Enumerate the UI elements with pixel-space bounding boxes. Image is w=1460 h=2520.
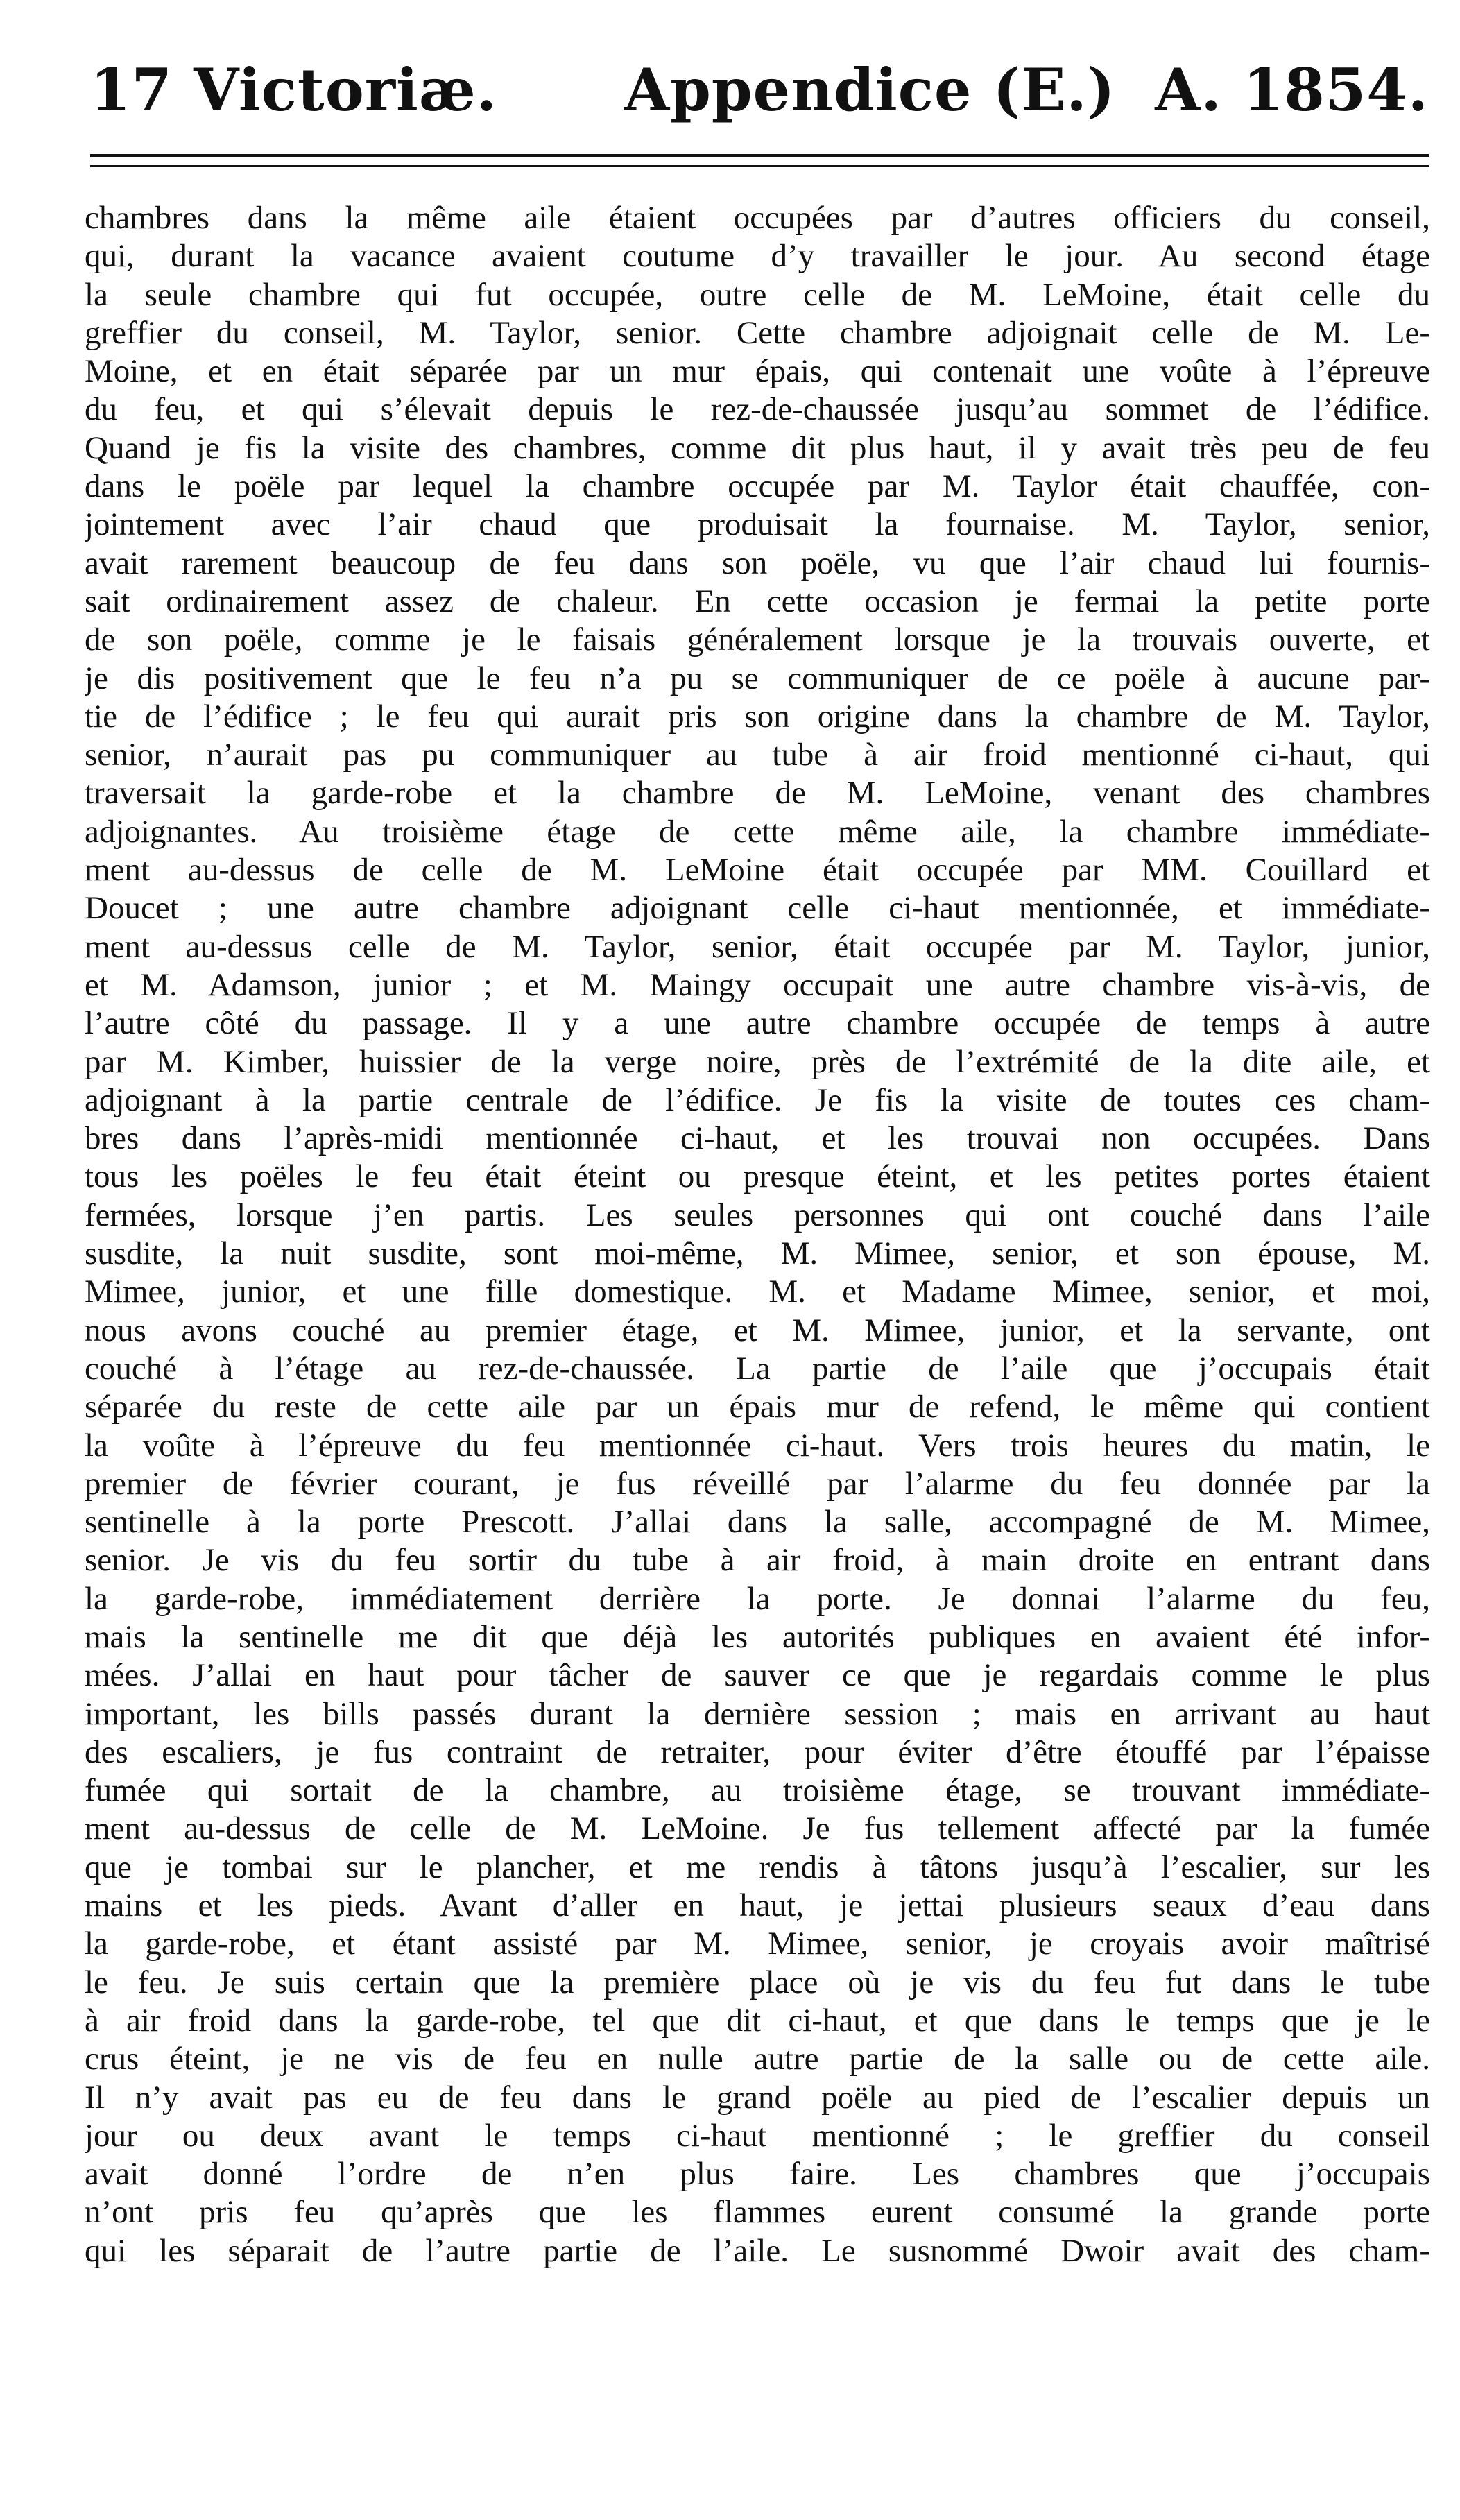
text-line: n’ont pris feu qu’après que les flammes eurent consumé la grande porte [85,2194,1430,2231]
text-line: à air froid dans la garde-robe, tel que dit ci-haut, et que dans le temps que je le [85,2002,1430,2039]
text-line: l’autre côté du passage. Il y a une autre chambre occupée de temps à autre [85,1005,1430,1042]
header-appendix-title: Appendice (E.) [624,55,1116,124]
header-rule-thick [90,154,1429,157]
text-line: le feu. Je suis certain que la première place où je vis du feu fut dans le tube [85,1964,1430,2000]
header-session: 17 Victoriæ. [90,55,498,124]
text-line: du feu, et qui s’élevait depuis le rez-de-chaussée jusqu’au sommet de l’édifice. [85,391,1430,428]
text-line: par M. Kimber, huissier de la verge noire, près de l’extrémité de la dite aile, et [85,1043,1430,1080]
text-line: ment au-dessus celle de M. Taylor, senior, était occupée par M. Taylor, junior, [85,928,1430,965]
running-header [90,42,1429,139]
text-line: la voûte à l’épreuve du feu mentionnée ci-haut. Vers trois heures du matin, le [85,1427,1430,1464]
text-line: la garde-robe, immédiatement derrière la porte. Je donnai l’alarme du feu, [85,1580,1430,1617]
text-line: ment au-dessus de celle de M. LeMoine était occupée par MM. Couillard et [85,852,1430,889]
text-line: important, les bills passés durant la dernière session ; mais en arrivant au haut [85,1695,1430,1732]
text-line: la garde-robe, et étant assisté par M. Mimee, senior, je croyais avoir maîtrisé [85,1926,1430,1962]
text-line: sait ordinairement assez de chaleur. En cette occasion je fermai la petite porte [85,583,1430,619]
text-line: séparée du reste de cette aile par un épais mur de refend, le même qui contient [85,1389,1430,1425]
text-line: Il n’y avait pas eu de feu dans le grand poële au pied de l’escalier depuis un [85,2079,1430,2116]
text-line: qui les séparait de l’autre partie de l’aile. Le susnommé Dwoir avait des cham- [85,2232,1430,2269]
text-line: crus éteint, je ne vis de feu en nulle autre partie de la salle ou de cette aile. [85,2041,1430,2077]
text-line: qui, durant la vacance avaient coutume d’y travailler le jour. Au second étage [85,238,1430,275]
text-line: que je tombai sur le plancher, et me rendis à tâtons jusqu’à l’escalier, sur les [85,1849,1430,1885]
text-line: susdite, la nuit susdite, sont moi-même, M. Mimee, senior, et son épouse, M. [85,1235,1430,1272]
text-line: tie de l’édifice ; le feu qui aurait pris son origine dans la chambre de M. Taylor, [85,698,1430,735]
text-line: adjoignantes. Au troisième étage de cette même aile, la chambre immédiate- [85,813,1430,850]
text-line: jour ou deux avant le temps ci-haut mentionné ; le greffier du conseil [85,2117,1430,2154]
text-line: des escaliers, je fus contraint de retraiter, pour éviter d’être étouffé par l’épaisse [85,1733,1430,1770]
text-line: jointement avec l’air chaud que produisait la fournaise. M. Taylor, senior, [85,506,1430,543]
text-line: fumée qui sortait de la chambre, au troisième étage, se trouvant immédiate- [85,1772,1430,1809]
text-line: et M. Adamson, junior ; et M. Maingy occupait une autre chambre vis-à-vis, de [85,966,1430,1003]
text-line: adjoignant à la partie centrale de l’édifice. Je fis la visite de toutes ces cham- [85,1081,1430,1118]
text-line: fermées, lorsque j’en partis. Les seules personnes qui ont couché dans l’aile [85,1197,1430,1233]
text-line: senior. Je vis du feu sortir du tube à air froid, à main droite en entrant dans [85,1542,1430,1579]
text-line: tous les poëles le feu était éteint ou presque éteint, et les petites portes étaient [85,1158,1430,1195]
text-line: sentinelle à la porte Prescott. J’allai dans la salle, accompagné de M. Mimee, [85,1504,1430,1541]
text-line: premier de février courant, je fus réveillé par l’alarme du feu donnée par la [85,1465,1430,1502]
text-line: chambres dans la même aile étaient occupées par d’autres officiers du conseil, [85,200,1430,236]
body-text [85,199,1430,2270]
text-line: Moine, et en était séparée par un mur épais, qui contenait une voûte à l’épreuve [85,353,1430,390]
text-line: greffier du conseil, M. Taylor, senior. Cette chambre adjoignait celle de M. Le- [85,314,1430,351]
text-line: traversait la garde-robe et la chambre de M. LeMoine, venant des chambres [85,775,1430,812]
text-line: senior, n’aurait pas pu communiquer au tube à air froid mentionné ci-haut, qui [85,737,1430,773]
text-line: avait donné l’ordre de n’en plus faire. Les chambres que j’occupais [85,2156,1430,2193]
text-line: couché à l’étage au rez-de-chaussée. La partie de l’aile que j’occupais était [85,1350,1430,1387]
text-line: ment au-dessus de celle de M. LeMoine. Je fus tellement affecté par la fumée [85,1810,1430,1847]
text-line: de son poële, comme je le faisais généralement lorsque je la trouvais ouverte, et [85,622,1430,658]
text-line: dans le poële par lequel la chambre occupée par M. Taylor était chauffée, con- [85,468,1430,505]
text-line: nous avons couché au premier étage, et M. Mimee, junior, et la servante, ont [85,1312,1430,1348]
text-line: bres dans l’après-midi mentionnée ci-haut, et les trouvai non occupées. Dans [85,1120,1430,1157]
text-line: avait rarement beaucoup de feu dans son poële, vu que l’air chaud lui fournis- [85,545,1430,581]
header-year: A. 1854. [1155,55,1429,124]
text-line: mais la sentinelle me dit que déjà les autorités publiques en avaient été infor- [85,1618,1430,1655]
text-line: Quand je fis la visite des chambres, comme dit plus haut, il y avait très peu de feu [85,429,1430,466]
text-line: mains et les pieds. Avant d’aller en haut, je jettai plusieurs seaux d’eau dans [85,1887,1430,1924]
header-rule-thin [90,165,1429,167]
text-line: la seule chambre qui fut occupée, outre celle de M. LeMoine, était celle du [85,276,1430,313]
text-line: Doucet ; une autre chambre adjoignant celle ci-haut mentionnée, et immédiate- [85,890,1430,927]
text-line: Mimee, junior, et une fille domestique. M. et Madame Mimee, senior, et moi, [85,1274,1430,1310]
text-line: je dis positivement que le feu n’a pu se communiquer de ce poële à aucune par- [85,660,1430,696]
text-line: mées. J’allai en haut pour tâcher de sauver ce que je regardais comme le plus [85,1657,1430,1694]
